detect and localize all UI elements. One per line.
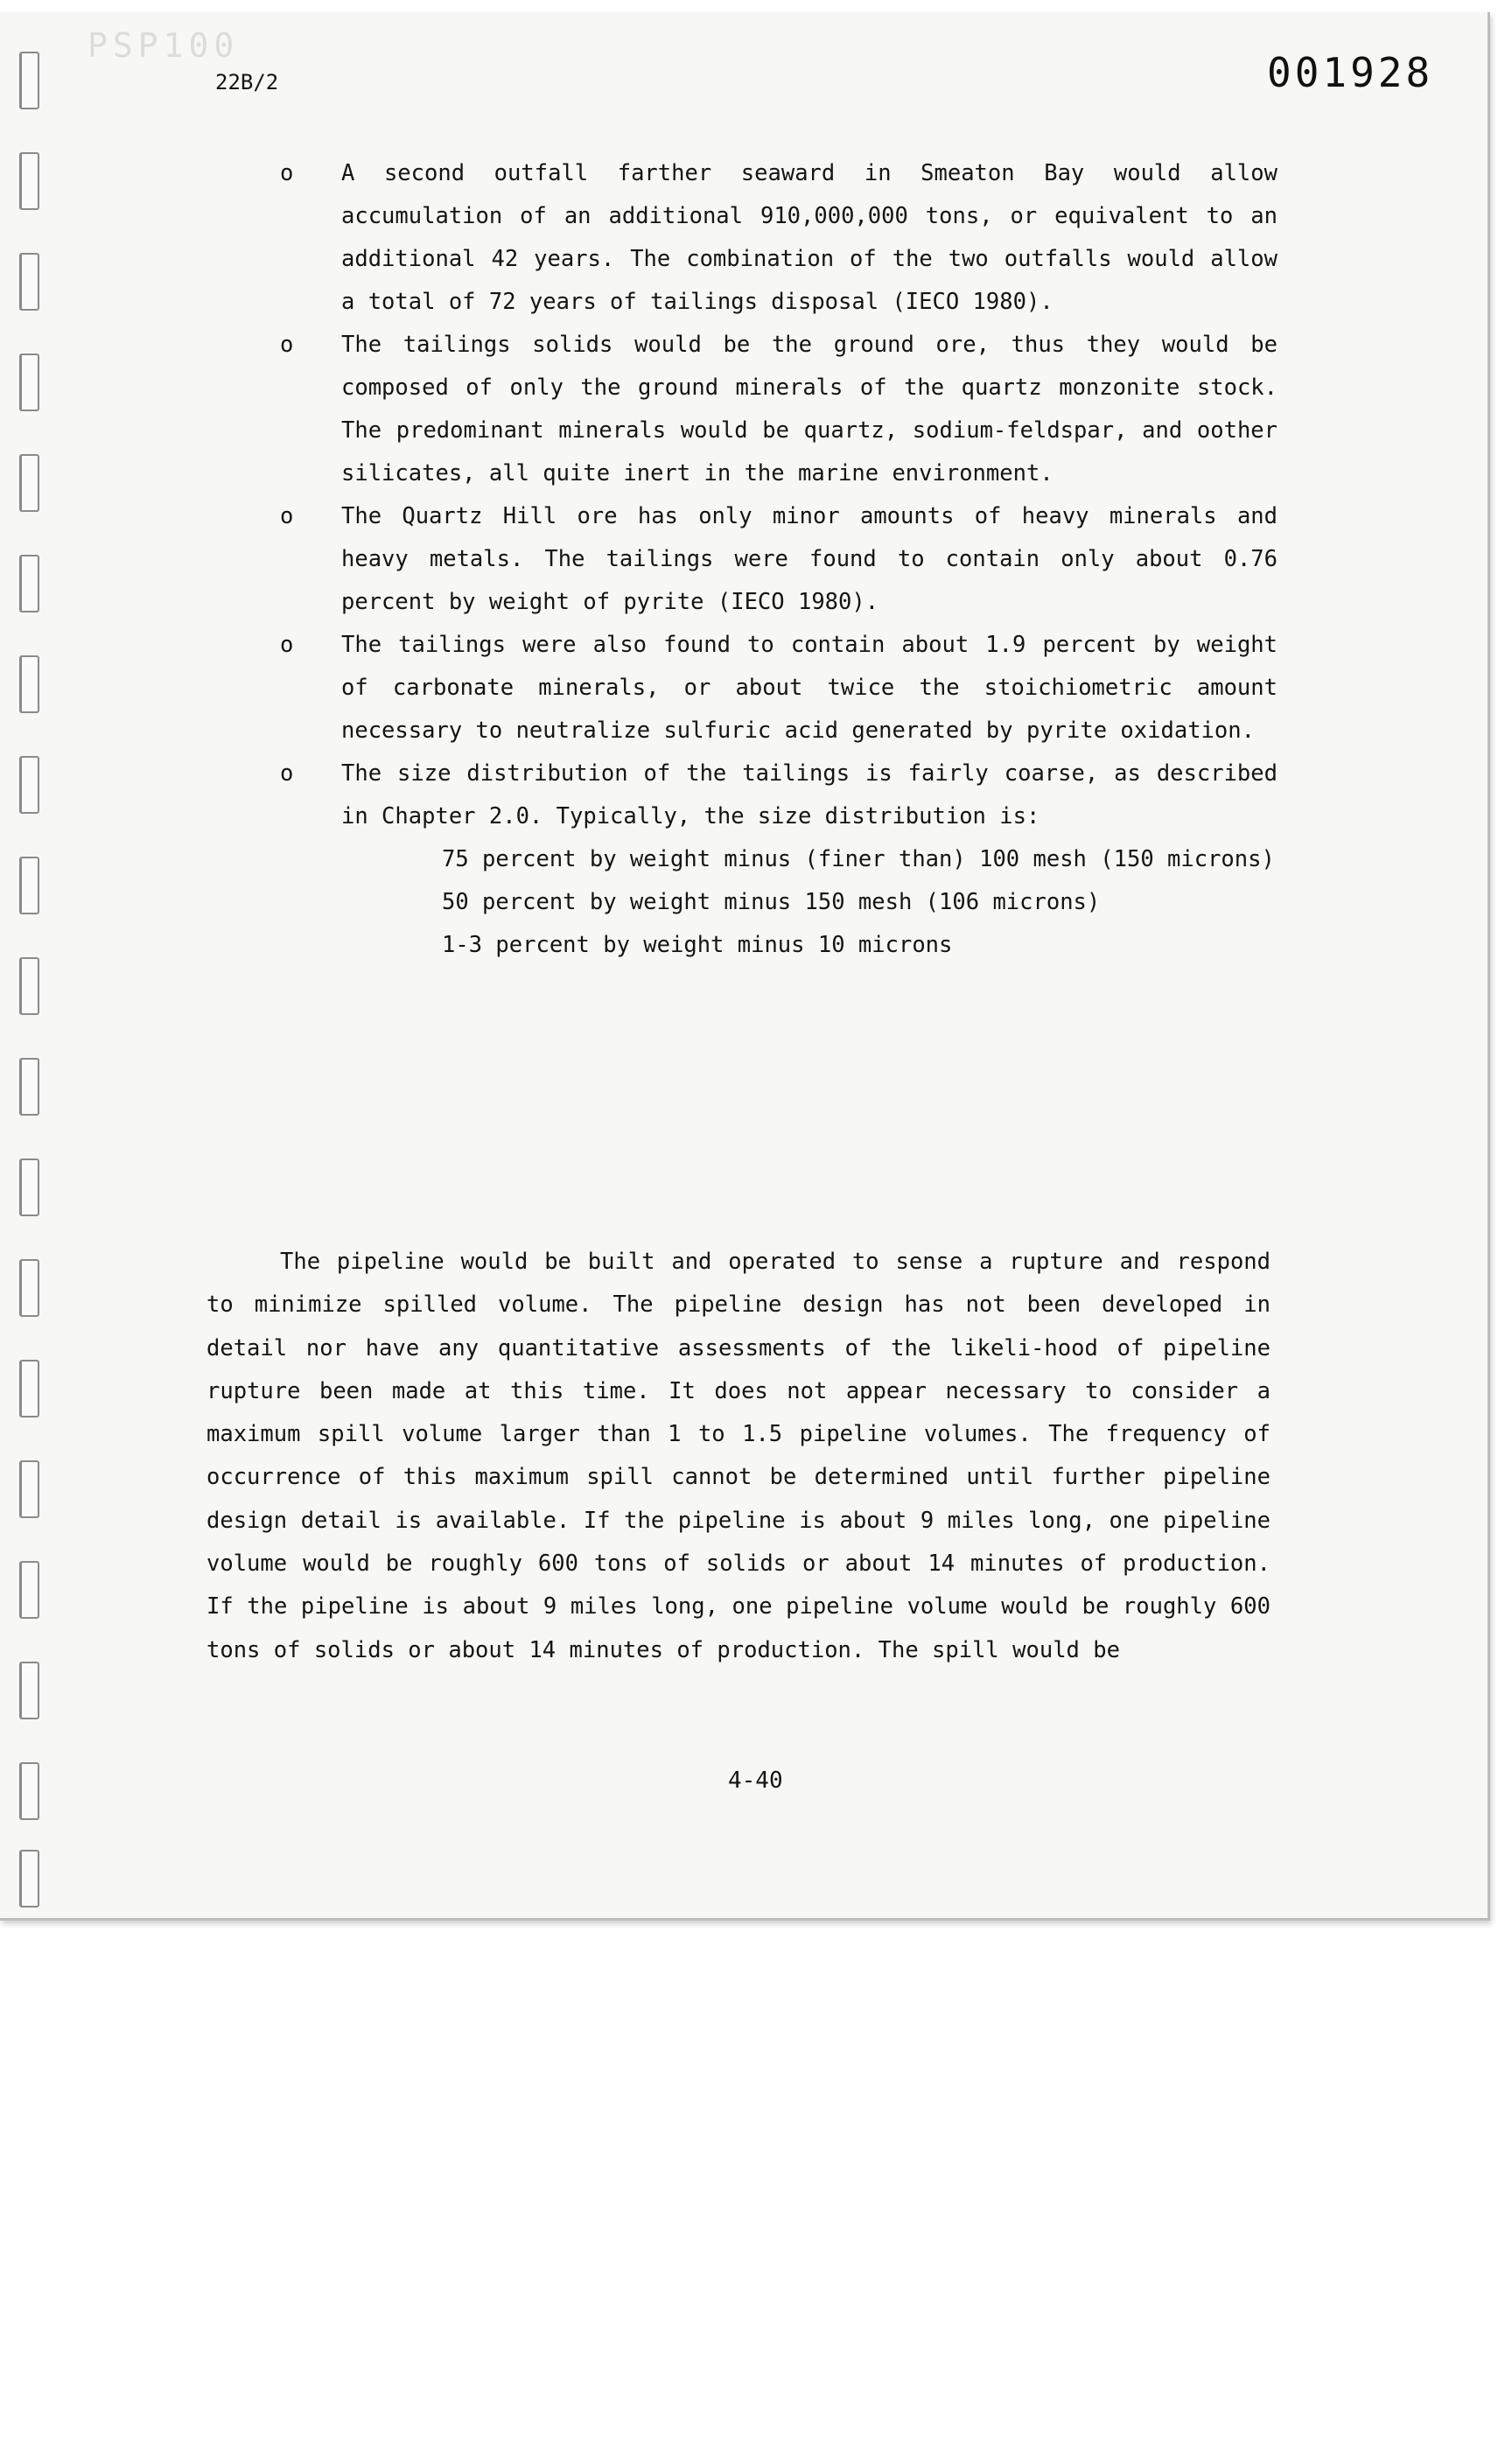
binder-hole bbox=[19, 756, 39, 814]
binder-hole bbox=[19, 354, 39, 411]
bullet-item bbox=[280, 624, 1278, 752]
bullet-text: The tailings solids would be the ground ore, thus they would be composed of only the ground minerals of the quartz monzonite stock. The predominant minerals would be quartz, sodium-feldspar, and oother silicates, all quite inert in the marine environment. bbox=[341, 332, 1278, 486]
faint-stamp: PSP100 bbox=[88, 26, 240, 65]
bullet-item bbox=[280, 752, 1278, 967]
size-distribution-item: 50 percent by weight minus 150 mesh (106 microns) bbox=[442, 889, 1101, 915]
binder-hole bbox=[19, 1158, 39, 1216]
binder-hole bbox=[19, 857, 39, 914]
bullet-marker: o bbox=[280, 760, 294, 787]
page-number: 4-40 bbox=[728, 1768, 783, 1794]
binder-hole bbox=[19, 253, 39, 311]
bullet-marker: o bbox=[280, 332, 294, 358]
binder-hole bbox=[19, 1460, 39, 1518]
bullet-text: The Quartz Hill ore has only minor amounts of heavy minerals and heavy metals. The tailings were found to contain only about 0.76 percent by weight of pyrite (IECO 1980). bbox=[341, 503, 1278, 615]
binder-hole bbox=[19, 655, 39, 713]
bullet-list bbox=[280, 152, 1278, 967]
bullet-marker: o bbox=[280, 160, 294, 186]
size-distribution-list bbox=[341, 838, 1278, 967]
document-sheet bbox=[0, 12, 1490, 1921]
bullet-text: The tailings were also found to contain about 1.9 percent by weight of carbonate minerals, or about twice the stoichiometric amount necessary to neutralize sulfuric acid generated by pyrite oxidation. bbox=[341, 632, 1278, 744]
binder-hole bbox=[19, 957, 39, 1015]
bullet-text: A second outfall farther seaward in Smeaton Bay would allow accumulation of an additional 910,000,000 tons, or equivalent to an additional 42 years. The combination of the two outfalls would allow a total of 72 years of tailings disposal (IECO 1980). bbox=[341, 160, 1278, 315]
binder-hole bbox=[19, 1058, 39, 1116]
binder-hole bbox=[19, 1762, 39, 1820]
bullet-item bbox=[280, 152, 1278, 324]
size-distribution-item: 1-3 percent by weight minus 10 microns bbox=[442, 932, 953, 958]
binder-hole bbox=[19, 454, 39, 512]
binder-hole bbox=[19, 152, 39, 210]
binder-hole bbox=[19, 1850, 39, 1908]
body-paragraph: The pipeline would be built and operated to sense a rupture and respond to minimize spilled volume. The pipeline design has not been developed in detail nor have any quantitative assessments of the likeli-hood of pipeline rupture been made at this time. It does not appear necessary to consider a maximum spill volume larger than 1 to 1.5 pipeline volumes. The frequency of occurrence of this maximum spill cannot be determined until further pipeline design detail is available. If the pipeline is about 9 miles long, one pipeline volume would be roughly 600 tons of solids or about 14 minutes of production. If the pipeline is about 9 miles long, one pipeline volume would be roughly 600 tons of solids or about 14 minutes of production. The spill would be bbox=[206, 1249, 1270, 1663]
document-number: 001928 bbox=[1267, 49, 1434, 96]
binder-hole bbox=[19, 1259, 39, 1317]
binder-hole bbox=[19, 1360, 39, 1418]
binder-hole bbox=[19, 1561, 39, 1619]
bullet-marker: o bbox=[280, 632, 294, 658]
bullet-text: The size distribution of the tailings is fairly coarse, as described in Chapter 2.0. Typically, the size distribution is: bbox=[341, 760, 1278, 830]
binder-hole bbox=[19, 555, 39, 612]
size-distribution-item: 75 percent by weight minus (finer than) 100 mesh (150 microns) bbox=[442, 846, 1275, 872]
document-code: 22B/2 bbox=[215, 70, 279, 94]
binder-hole bbox=[19, 52, 39, 109]
bullet-item bbox=[280, 324, 1278, 495]
bullet-item bbox=[280, 495, 1278, 624]
bullet-marker: o bbox=[280, 503, 294, 529]
binder-hole bbox=[19, 1662, 39, 1719]
